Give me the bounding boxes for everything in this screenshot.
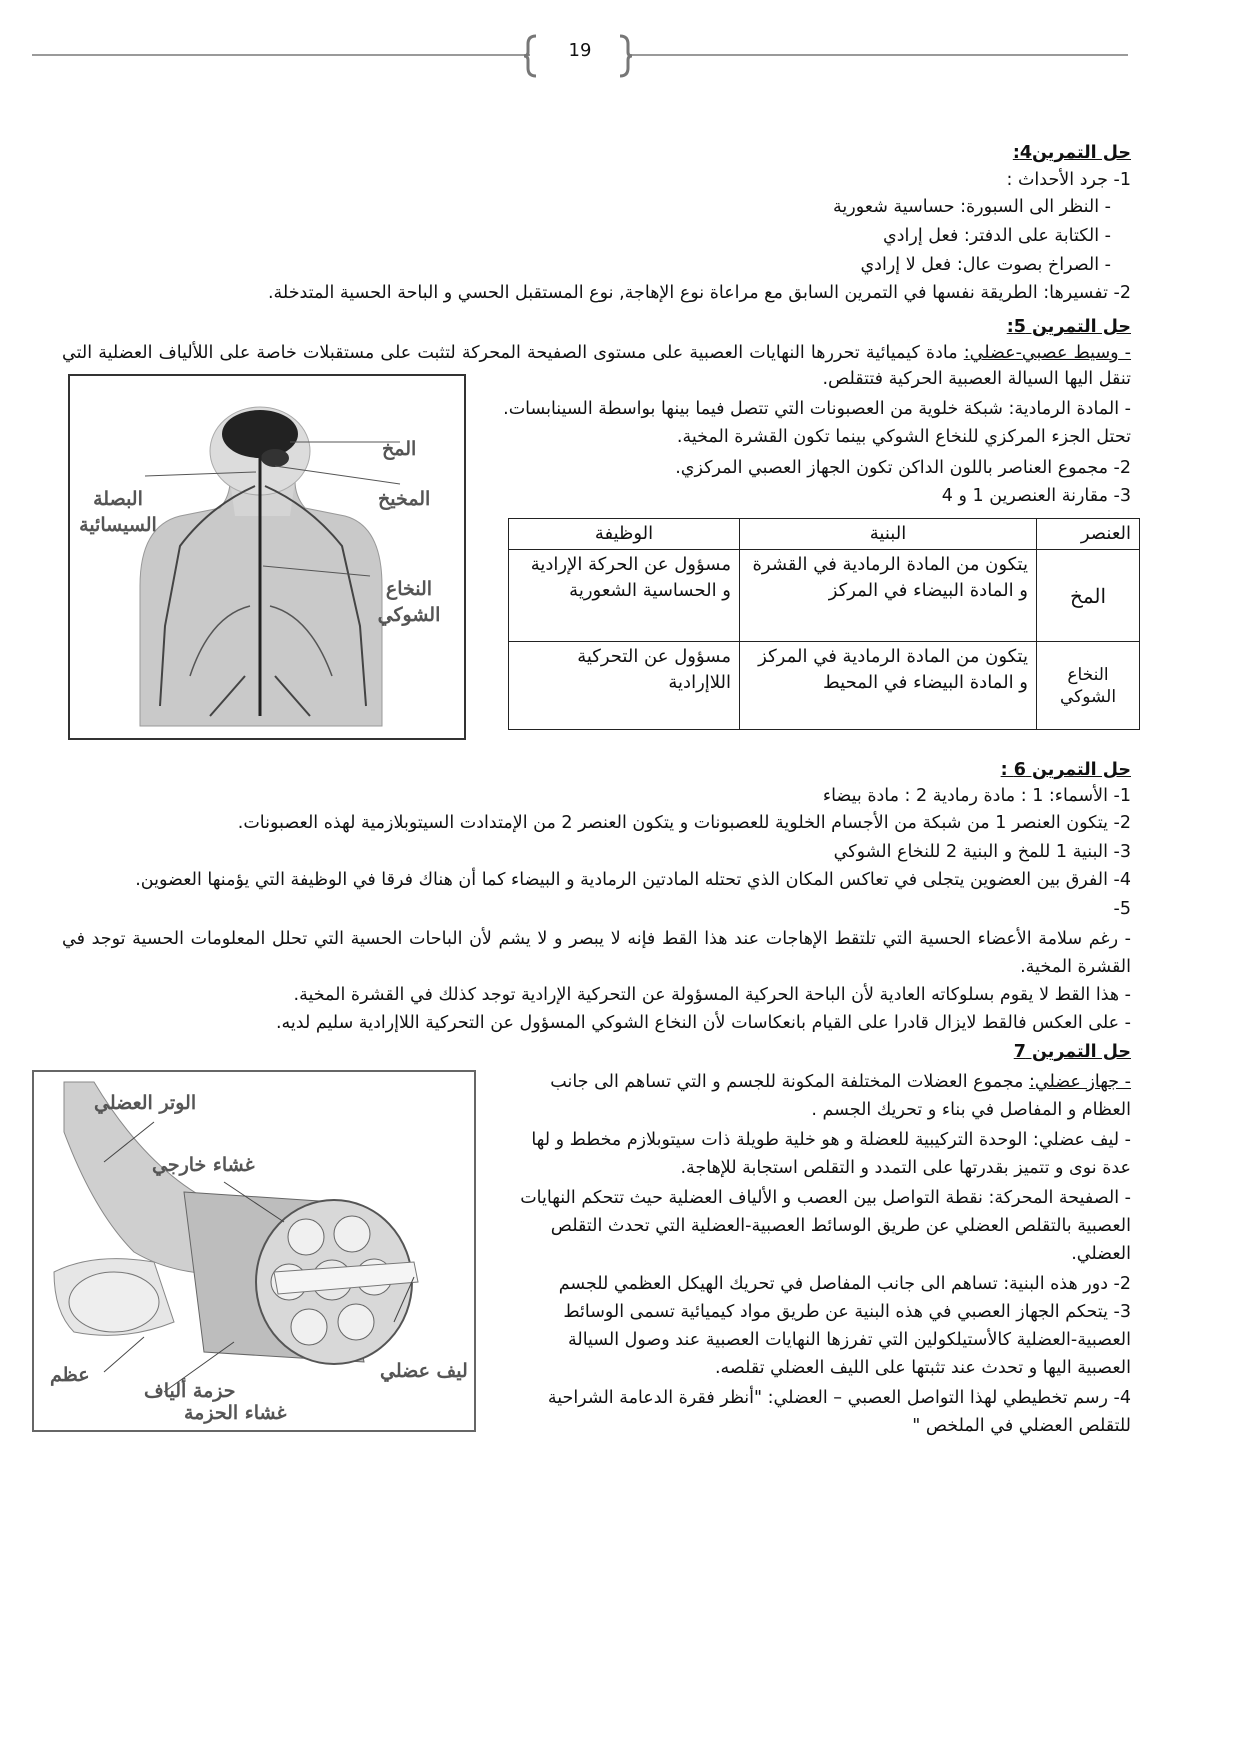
cell-element-1 — [1037, 550, 1140, 642]
ex4-line3: - الكتابة على الدفتر: فعل إرادي — [883, 226, 1111, 246]
ex7-para1 — [510, 1068, 1131, 1124]
col-structure-header: البنية — [740, 519, 1037, 550]
col-function-header: الوظيفة — [509, 519, 740, 550]
ex7-title: حل التمرين 7 — [1013, 1042, 1131, 1062]
label-tendon: الوتر العضلي — [94, 1092, 197, 1114]
cell-function-1: مسؤول عن الحركة الإرادية و الحساسية الشعورية — [509, 550, 740, 642]
label-muscle-fiber: ليف عضلي — [380, 1360, 468, 1382]
table-row — [509, 550, 1140, 642]
ex6-line6: - رغم سلامة الأعضاء الحسية التي تلتقط الإهاجات عند هذا القط فإنه لا يبصر و لا يشم لأن الباحات الحسية التي تحلل المعلومات الحسية توجد في القشرة المخية. — [62, 929, 1131, 977]
ex5-para2: - المادة الرمادية: شبكة خلوية من العصبونات التي تتصل فيما بينها بواسطة السينابسات. تحتل الجزء المركزي للنخاع الشوكي بينما تكون القشرة المخية. — [503, 399, 1131, 447]
label-bone: عظم — [50, 1364, 90, 1386]
ex4-line4: - الصراخ بصوت عال: فعل لا إرادي — [860, 255, 1111, 275]
ex6-line2: 2- يتكون العنصر 1 من شبكة من الأجسام الخلوية للعصبونات و يتكون العنصر 2 من الإمتدادت السيتوبلازمية لهذه العصبونات. — [237, 813, 1131, 833]
label-spinal-cord: النخاع الشوكي — [377, 578, 441, 626]
element-brain: المخ — [1069, 583, 1107, 608]
ex6-line4: 4- الفرق بين العضوين يتجلى في تعاكس المكان الذي تحتله المادتين الرمادية و البيضاء كما أن هناك فرقا في الوظيفة التي يؤمنها العضوين. — [135, 870, 1131, 890]
label-bundle-membrane: غشاء الحزمة — [184, 1402, 287, 1424]
label-outer-membrane: غشاء خارجي — [152, 1154, 255, 1176]
nervous-system-figure — [68, 374, 466, 740]
label-fiber-bundle: حزمة ألياف — [144, 1380, 236, 1402]
header-rule-right — [628, 54, 1128, 56]
element-spinal-cord: النخاع الشوكي — [1059, 664, 1117, 707]
ex7-para2: - ليف عضلي: الوحدة التركيبية للعضلة و هو خلية طويلة ذات سيتوبلازم مخطط و لها عدة نوى و تتميز بقدرتها على التمدد و التقلص استجابة للإهاجة. — [531, 1130, 1131, 1178]
cell-function-2: مسؤول عن التحركية اللاإرادية — [509, 642, 740, 730]
ex5-title: حل التمرين 5: — [1006, 317, 1131, 337]
ex6-title: حل التمرين 6 : — [1000, 760, 1131, 780]
ex4-line2: - النظر الى السبورة: حساسية شعورية — [833, 197, 1111, 217]
ex4-title: حل التمرين4: — [1012, 143, 1131, 163]
header-rule-left — [32, 54, 530, 56]
ex7-para3: - الصفيحة المحركة: نقطة التواصل بين العصب و الألياف العضلية حيث تتحكم النهايات العصبية بالتقلص العضلي عن طريق الوسائط العصبية-العضلية التي تحدث التقلص العضلي. — [520, 1188, 1131, 1264]
table-row — [509, 642, 1140, 730]
label-brain: المخ — [382, 438, 417, 460]
muscle-structure-figure — [32, 1070, 476, 1432]
nervous-system-illustration — [70, 376, 464, 738]
col-element-header: العنصر — [1037, 519, 1140, 550]
label-medulla: البصلة السيسائية — [79, 488, 157, 536]
ex4-line5: 2- تفسيرها: الطريقة نفسها في التمرين السابق مع مراعاة نوع الإهاجة, نوع المستقبل الحسي و الباحة الحسية المتدخلة. — [267, 283, 1131, 303]
ex5-line4: 3- مقارنة العنصرين 1 و 4 — [941, 486, 1131, 506]
ex6-line5: 5- — [1113, 899, 1131, 919]
ex5-para1-text: مادة كيميائية تحررها النهايات العصبية على مستوى الصفيحة المحركة لتثبت على مستقبلات خاصة على اللألياف العضلية التي تنقل اليها السيالة العصبية الحركية فتتقلص. — [62, 343, 1131, 389]
ex5-term1: - وسيط عصبي-عضلي: — [963, 343, 1132, 363]
ex5-line3: 2- مجموع العناصر باللون الداكن تكون الجهاز العصبي المركزي. — [675, 458, 1131, 478]
ex7-term1: - جهاز عضلي: — [1028, 1072, 1131, 1092]
comparison-table — [508, 518, 1140, 730]
ex6-line8: - على العكس فالقط لايزال قادرا على القيام بانعكاسات لأن النخاع الشوكي المسؤول عن التحركية اللاإرادية سليم لديه. — [275, 1013, 1131, 1033]
ex7-para6: 4- رسم تخطيطي لهذا التواصل العصبي – العضلي: "أنظر فقرة الدعامة الشراحية للتقلص العضلي في الملخص " — [547, 1388, 1131, 1436]
ex7-para5: 3- يتحكم الجهاز العصبي في هذه البنية عن طريق مواد كيميائية تسمى الوسائط العصبية-العضلية كالأستيلكولين التي تفرزها النهايات العصبية عند وصول السيالة العصبية اليها و تحدث عند تثبتها على الليف العضلي تقلصه. — [563, 1302, 1131, 1378]
label-cerebellum: المخيخ — [378, 488, 431, 510]
page-number: 19 — [568, 40, 592, 61]
table-header-row — [509, 519, 1140, 550]
ex4-line1: 1- جرد الأحداث : — [1006, 170, 1131, 190]
cell-structure-1: يتكون من المادة الرمادية في القشرة و المادة البيضاء في المركز — [740, 550, 1037, 642]
cell-element-2 — [1037, 642, 1140, 730]
ex7-para1-text: مجموع العضلات المختلفة المكونة للجسم و التي تساهم الى جانب العظام و المفاصل في بناء و تحريك الجسم . — [550, 1072, 1131, 1120]
ex6-line1: 1- الأسماء: 1 : مادة رمادية 2 : مادة بيضاء — [822, 786, 1131, 806]
ex6-line3: 3- البنية 1 للمخ و البنية 2 للنخاع الشوكي — [833, 842, 1131, 862]
ex7-para4: 2- دور هذه البنية: تساهم الى جانب المفاصل في تحريك الهيكل العظمي للجسم — [558, 1274, 1131, 1294]
cell-structure-2: يتكون من المادة الرمادية في المركز و المادة البيضاء في المحيط — [740, 642, 1037, 730]
ex6-line7: - هذا القط لا يقوم بسلوكاته العادية لأن الباحة الحركية المسؤولة عن التحركية الإرادية توجد كذلك في القشرة المخية. — [293, 985, 1131, 1005]
